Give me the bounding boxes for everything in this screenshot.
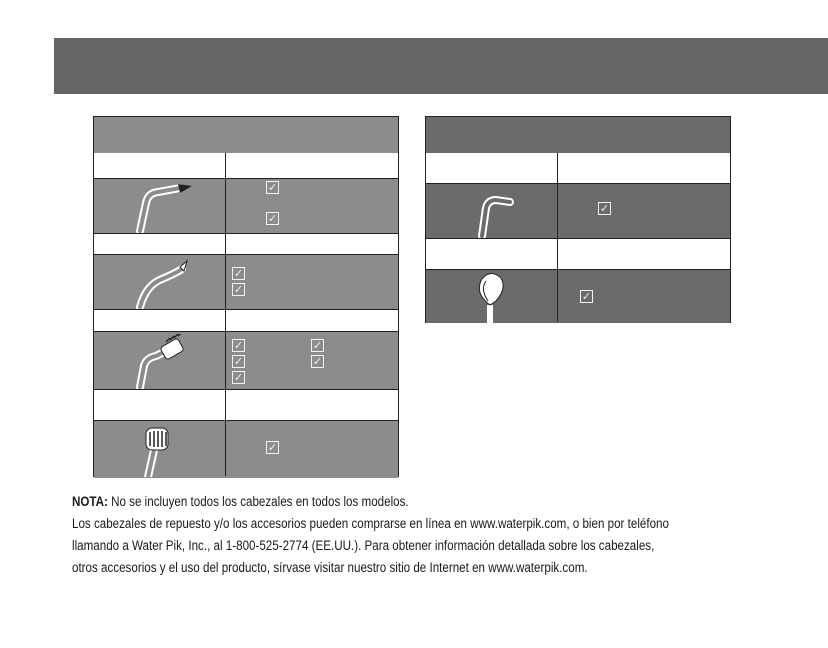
note-line-4: otros accesorios y el uso del producto, sírvase visitar nuestro sitio de Internet en www.waterpik.com.: [72, 560, 588, 575]
check-icon: ✓: [581, 290, 592, 303]
column-divider: [225, 153, 226, 476]
check-icon: ✓: [312, 355, 323, 368]
table-row: [94, 234, 398, 255]
tongue-cleaner-icon: [466, 271, 536, 323]
check-icon: ✓: [312, 339, 323, 352]
note-text: No se incluyen todos los cabezales en todos los modelos.: [107, 494, 409, 509]
note-line-1: [72, 491, 674, 513]
plaque-seeker-tip-icon: [132, 257, 202, 309]
table-row: [94, 390, 398, 421]
column-divider: [557, 153, 558, 322]
note-line-3: llamando a Water Pik, Inc., al 1-800-525-2774 (EE.UU.). Para obtener información detallada sobre los cabezales,: [72, 538, 655, 553]
table-row: [94, 153, 398, 179]
check-icon: ✓: [233, 371, 244, 384]
check-icon: ✓: [233, 355, 244, 368]
check-icon: ✓: [233, 339, 244, 352]
note-line-2: Los cabezales de repuesto y/o los accesorios pueden comprarse en línea en www.waterpik.com, o bien por teléfono: [72, 516, 669, 531]
note-block: [72, 491, 674, 579]
table-row: [94, 310, 398, 332]
table-row: [426, 153, 730, 184]
top-banner: [54, 38, 828, 94]
table-row: [426, 239, 730, 270]
right-tips-table: [425, 116, 731, 323]
left-table-header: [94, 117, 398, 154]
check-icon: ✓: [233, 267, 244, 280]
orthodontic-tip-icon: [132, 181, 202, 233]
left-tips-table: [93, 116, 399, 477]
pik-pocket-tip-icon: [466, 186, 536, 238]
check-icon: ✓: [267, 441, 278, 454]
right-table-header: [426, 117, 730, 154]
brush-head-icon: [132, 422, 202, 477]
check-icon: ✓: [267, 212, 278, 225]
check-icon: ✓: [233, 283, 244, 296]
toothbrush-tip-icon: [132, 334, 202, 389]
note-label: NOTA:: [72, 494, 108, 509]
check-icon: ✓: [267, 181, 278, 194]
check-icon: ✓: [599, 202, 610, 215]
